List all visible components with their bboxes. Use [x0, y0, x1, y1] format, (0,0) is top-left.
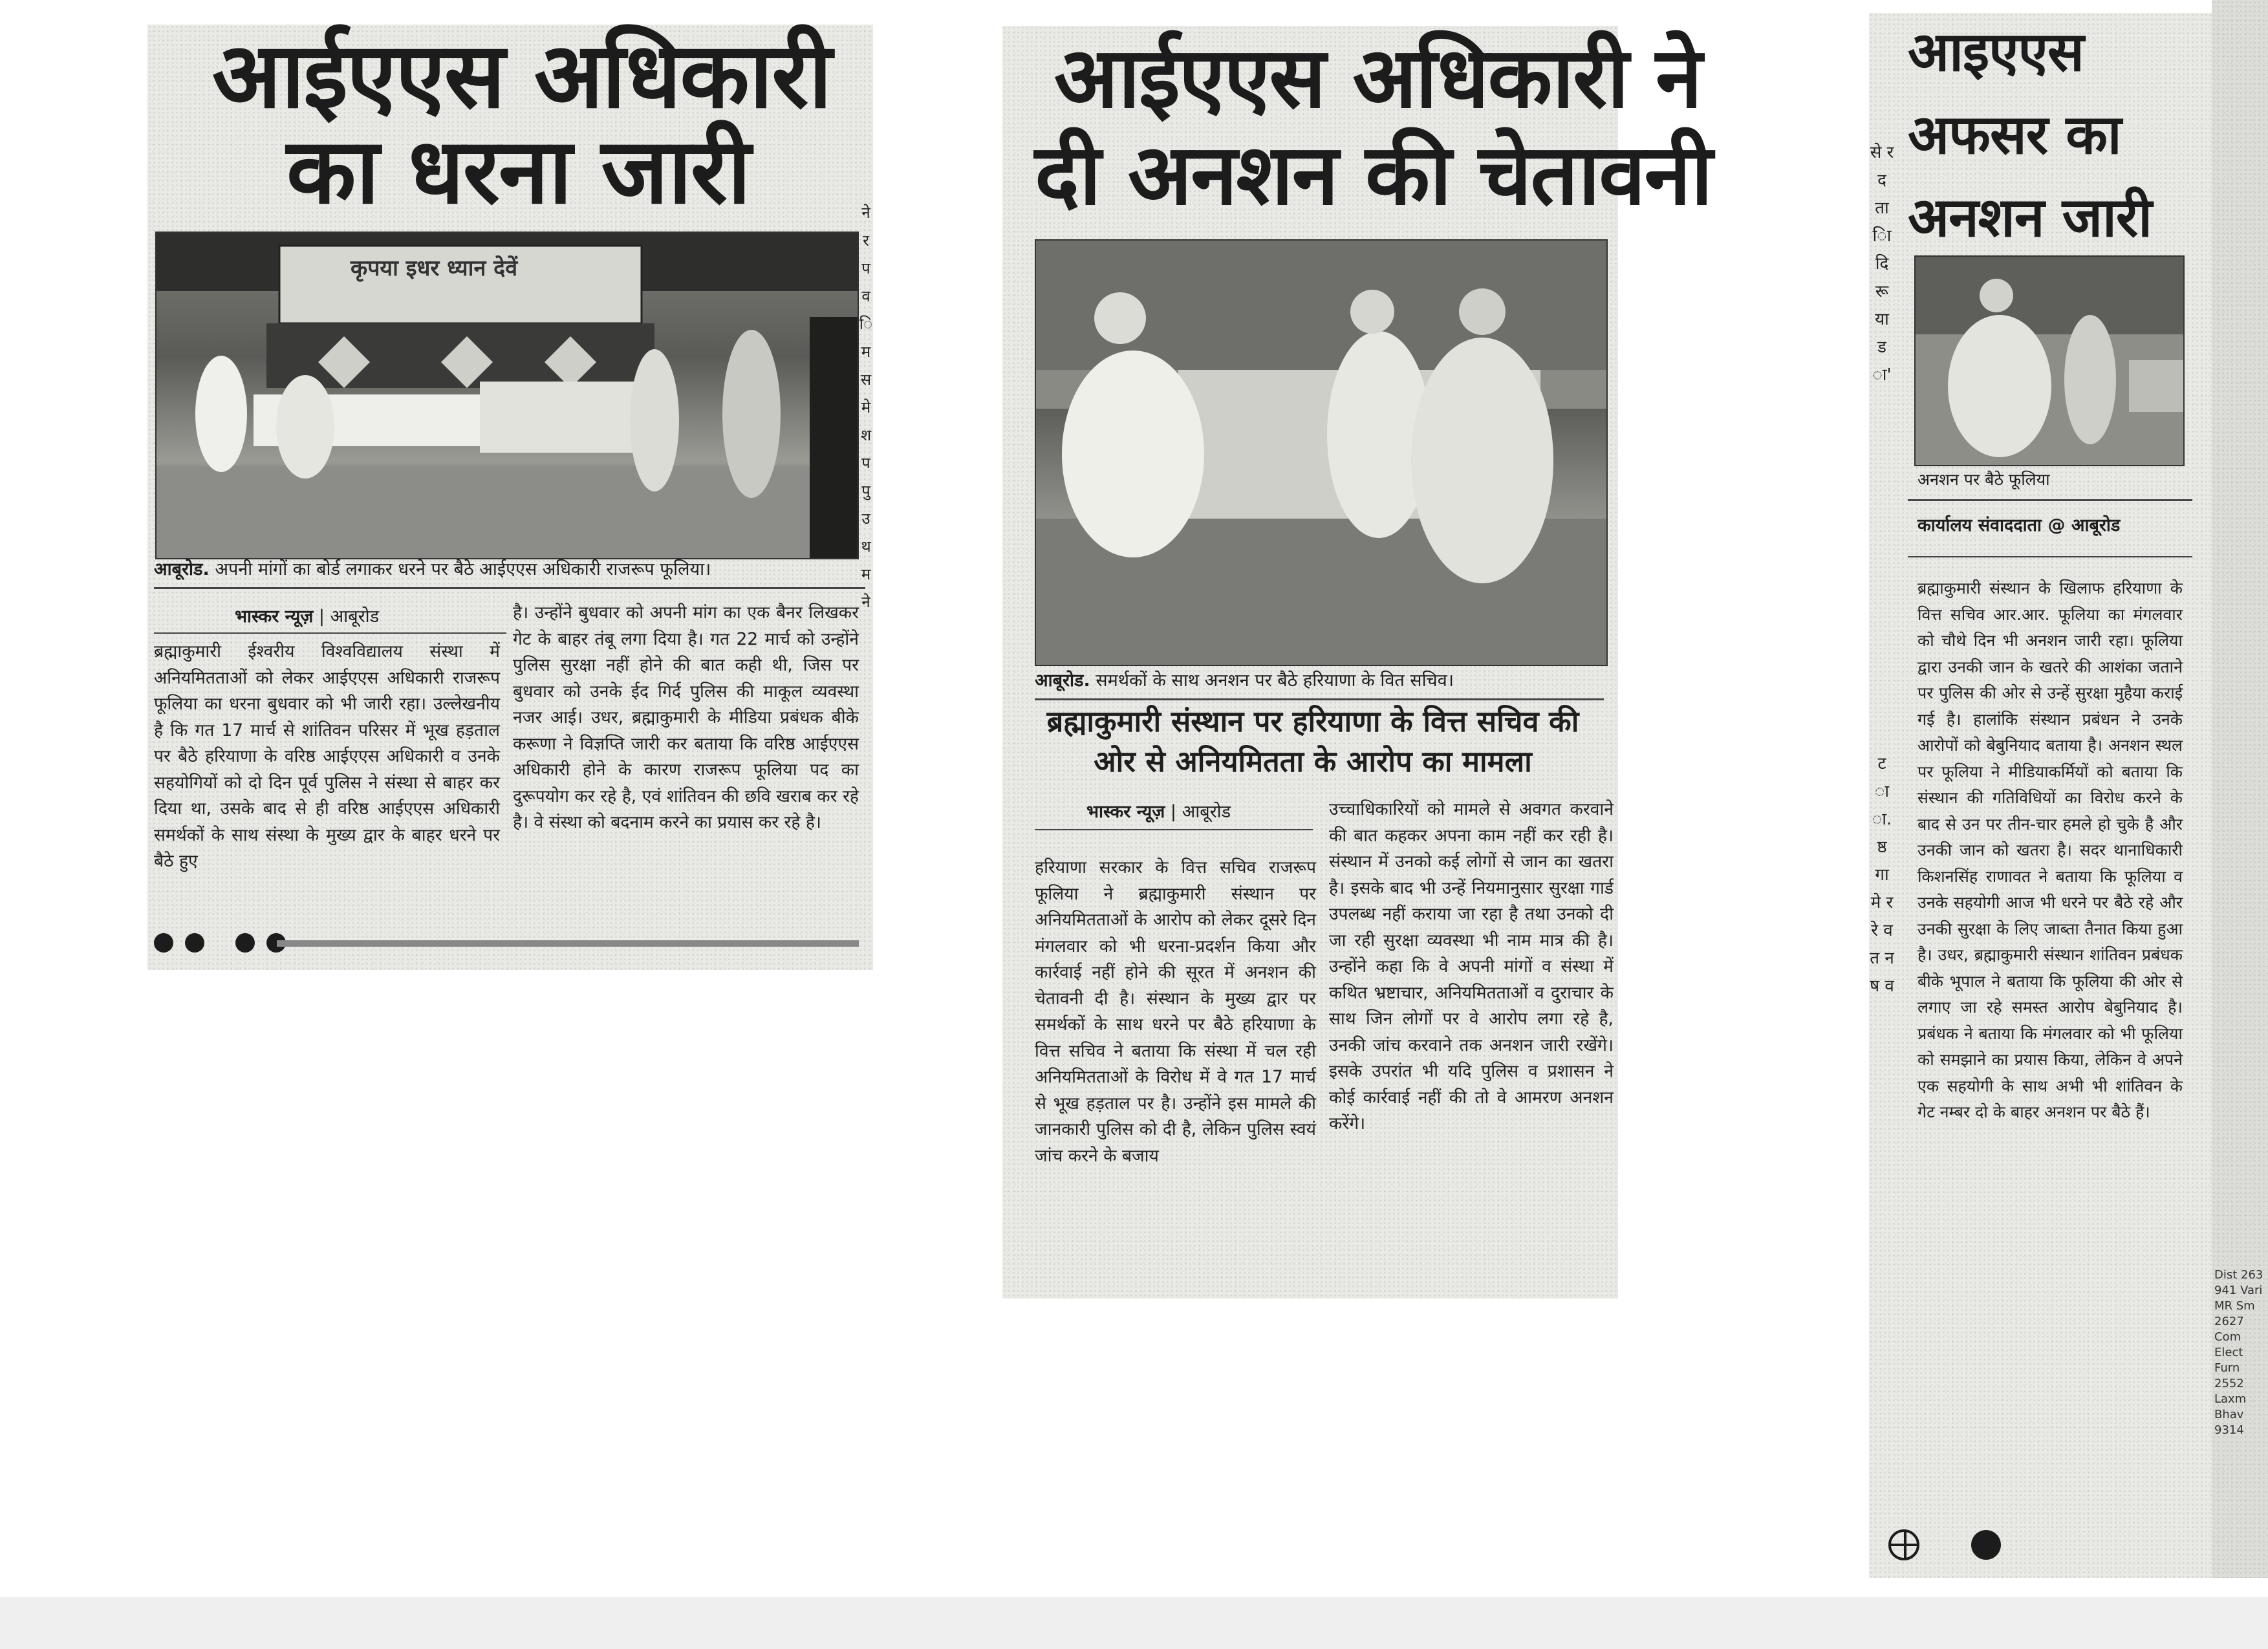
protester-photo — [1914, 255, 2185, 466]
caption-place: आबूरोड. — [1035, 671, 1090, 691]
bullet-dot — [154, 933, 173, 953]
margin-slip-fragment — [2212, 0, 2268, 1578]
bullet-dot — [235, 933, 255, 953]
headline-line-2: अफसर का — [1908, 103, 2121, 166]
bullet-dot — [185, 933, 204, 953]
article-column-2: है। उन्होंने बुधवार को अपनी मांग का एक बैनर लिखकर गेट के बाहर तंबू लगा दिया है। गत 22 मार्च को उन्होंने पुलिस सुरक्षा नहीं होने की बात कही थी, जिस पर बुधवार को उनके ईद गिर्द पुलिस की माकूल व्यवस्था नजर आई। उधर, ब्रह्माकुमारी के मीडिया प्रबंधक बीके करूणा ने विज्ञप्ति जारी कर बताया कि वरिष्ठ आईएएस अधिकारी होने के कारण राजरूप फूलिया पद का दुरूपयोग कर रहे है, एवं शांतिवन की छवि खराब कर रहे है। वे संस्था को बदनाम करने का प्रयास कर रहे है। — [513, 603, 859, 832]
end-bullets — [154, 933, 286, 953]
news-clipping-middle — [1002, 26, 1712, 1299]
hunger-strike-photo — [1035, 239, 1608, 666]
scanner-bed-strip — [0, 1597, 2268, 1649]
caption-place: आबूरोड. — [154, 559, 210, 579]
headline-line-2: दी अनशन की चेतावनी — [1035, 125, 1712, 224]
article-body: ब्रह्माकुमारी संस्थान के खिलाफ हरियाणा के वित्त सचिव आर.आर. फूलिया का मंगलवार को चौथे दिन भी अनशन जारी रहा। फूलिया द्वारा उनकी जान के खतरे की आशंका जताने पर पुलिस की ओर से उन्हें सुरक्षा मुहैया कराई गई है। हालांकि संस्थान प्रबंधन ने उनके आरोपों को बेबुनियाद बताया है। अनशन स्थल पर फूलिया ने मीडियाकर्मियों को बताया कि संस्थान की गतिविधियों का विरोध करने के बाद से उन पर तीन-चार हमले हो चुके है और उनकी जान को खतरा है। सदर थानाधिकारी किशनसिंह राणावत ने बताया कि फूलिया व उनके सहयोगी आज भी धरने पर बैठे रहे और उनकी सुरक्षा के लिए जाब्ता तैनात किया हुआ है। उधर, ब्रह्माकुमारी संस्थान शांतिवन प्रबंधक बीके भूपाल ने बताया कि फूलिया की ओर से लगाए जा रहे समस्त आरोप बेबुनियाद है। प्रबंधक ने बताया कि मंगलवार को भी फूलिया को समझाने का प्रयास किया, लेकिन वे अपने एक सहयोगी के साथ अभी भी शांतिवन के गेट नम्बर दो के बाहर अनशन पर बैठे हैं। — [1917, 579, 2183, 1121]
headline-line-3: अनशन जारी — [1908, 186, 2152, 249]
headline-line-2: का धरना जारी — [286, 119, 750, 224]
byline: कार्यालय संवाददाता @ आबूरोड — [1917, 515, 2121, 535]
crosshair-icon — [1888, 1529, 1919, 1560]
adjacent-column-fragment-bottom: ट ा ा. ष्ठ गा मे र रे व त न ष व — [1870, 754, 1894, 996]
byline: भास्कर न्यूज़ | आबूरोड — [235, 607, 380, 627]
caption-text: अपनी मांगों का बोर्ड लगाकर धरने पर बैठे आईएएस अधिकारी राजरूप फूलिया। — [215, 559, 711, 579]
byline-source: भास्कर न्यूज़ — [235, 607, 314, 627]
slip-text: Dist 263 941 Vari MR Sm 2627 Com Elect Furn 2552 Laxm Bhav 9314 — [2214, 1268, 2263, 1437]
byline: भास्कर न्यूज़ | आबूरोड — [1086, 802, 1231, 822]
photo-caption: अनशन पर बैठे फूलिया — [1917, 470, 2050, 489]
caption-text: समर्थकों के साथ अनशन पर बैठे हरियाणा के वित सचिव। — [1096, 671, 1454, 691]
protest-photo — [155, 232, 859, 559]
caption-rule — [1035, 698, 1604, 700]
article-column-1: ब्रह्माकुमारी ईश्वरीय विश्वविद्यालय संस्था में अनियमितताओं को लेकर आईएएस अधिकारी राजरूप फूलिया का धरना बुधवार को भी जारी रहा। उल्लेखनीय है कि गत 17 मार्च से शांतिवन परिसर में भूख हड़ताल पर बैठे हरियाणा के वरिष्ठ आईएएस अधिकारी व उनके सहयोगियों को दो दिन पूर्व पुलिस ने संस्था से बाहर कर दिया था, उसके बाद से ही वरिष्ठ आईएएस अधिकारी समर्थकों के साथ संस्था के मुख्य द्वार के बाहर धरने पर बैठे हुए — [154, 641, 500, 871]
caption-rule — [1908, 499, 2192, 501]
byline-rule — [1035, 829, 1313, 830]
adjacent-column-fragment: ने र प व ि म स मे श प पु उ थ म ने — [859, 204, 873, 611]
byline-place: आबूरोड — [330, 607, 380, 627]
adjacent-column-fragment-top: से र द ता ाि दि रू या ड ा' — [1870, 143, 1894, 385]
byline-rule — [154, 632, 506, 634]
end-bullets — [1888, 1529, 2001, 1560]
news-clipping-right — [1869, 13, 2212, 1578]
byline-rule — [1908, 556, 2192, 557]
photo-caption — [1035, 667, 1454, 691]
headline-line-1: आईएएस अधिकारी — [212, 23, 831, 129]
byline-place: आबूरोड — [1182, 802, 1231, 822]
news-clipping-left — [147, 25, 873, 970]
headline-line-1: आइएएस — [1908, 20, 2084, 83]
photo-caption — [154, 556, 711, 580]
caption-rule — [154, 587, 865, 589]
byline-source: भास्कर न्यूज़ — [1086, 802, 1165, 822]
headline-line-1: आईएएस अधिकारी ने — [1054, 28, 1701, 127]
article-column-2: उच्चाधिकारियों को मामले से अवगत करवाने की बात कहकर अपना काम नहीं कर रही है। संस्थान में उनको कई लोगों से जान का खतरा है। इसके बाद भी उन्हें नियमानुसार सुरक्षा गार्ड उपलब्ध नहीं कराया जा रहा है तथा उनको दी जा रही सुरक्षा व्यवस्था भी नाम मात्र की है। उन्होंने कहा कि वे अपनी मांगों व संस्था में कथित भ्रष्टाचार, अनियमितताओं व दुराचार के साथ जिन लोगों पर वे आरोप लगा रहे है, उनकी जांच करवाने तक अनशन जारी रखेंगे। इसके उपरांत भी यदि पुलिस व प्रशासन ने कोई कार्रवाई नहीं की तो वे आमरण अनशन करेंगे। — [1329, 799, 1614, 1134]
bullet-dot — [1971, 1530, 2001, 1560]
photo-banner-text: कृपया इधर ध्यान देवें — [351, 255, 518, 281]
article-column-1: हरियाणा सरकार के वित्त सचिव राजरूप फूलिया ने ब्रह्माकुमारी संस्थान पर अनियमितताओं के आरोप को लेकर दूसरे दिन मंगलवार को भी धरना-प्रदर्शन किया और कार्रवाई नहीं होने की सूरत में अनशन की चेतावनी दी है। संस्थान के मुख्य द्वार पर समर्थकों के साथ धरने पर बैठे हरियाणा के वित्त सचिव ने बताया कि संस्था में चल रही अनियमितताओं के विरोध में वे गत 17 मार्च से भूख हड़ताल पर है। उन्होंने इस मामले की जानकारी पुलिस को दी है, लेकिन पुलिस स्वयं जांच करने के बजाय — [1035, 857, 1316, 1166]
end-rule — [277, 940, 859, 947]
sub-headline: ब्रह्माकुमारी संस्थान पर हरियाणा के वित्त सचिव की ओर से अनियमितता के आरोप का मामला — [1046, 704, 1579, 779]
